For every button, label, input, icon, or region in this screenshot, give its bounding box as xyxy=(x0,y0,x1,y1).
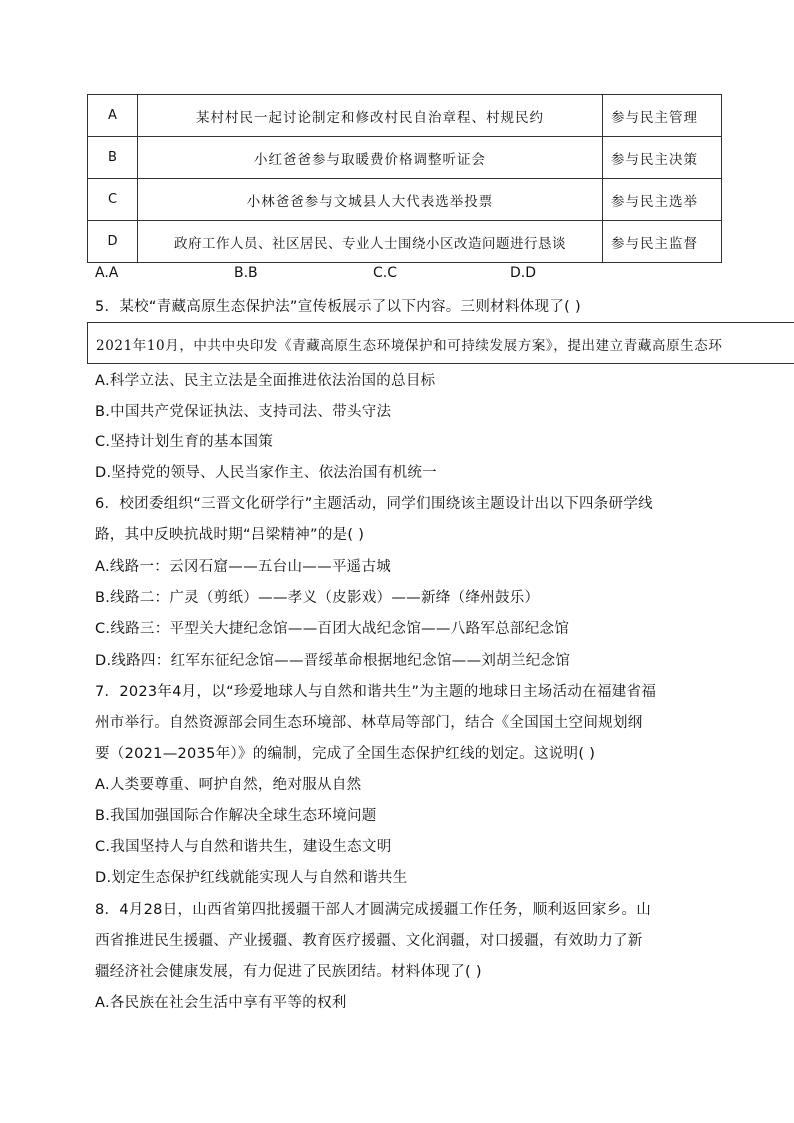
q5-stem: 5．某校“青藏高原生态保护法”宣传板展示了以下内容。三则材料体现了( ) xyxy=(95,299,581,315)
q5-option-d[interactable]: D.坚持党的领导、人民当家作主、依法治国有机统一 xyxy=(95,465,437,481)
answer-option-b[interactable]: B.B xyxy=(234,265,258,281)
q7-stem-line-1: 7．2023年4月，以“珍爱地球人与自然和谐共生”为主题的地球日主场活动在福建省福 xyxy=(95,684,657,700)
q6-stem-line-1: 6．校团委组织“三晋文化研学行”主题活动，同学们围绕该主题设计出以下四条研学线 xyxy=(95,496,653,512)
q6-option-d[interactable]: D.线路四：红军东征纪念馆——晋绥革命根据地纪念馆——刘胡兰纪念馆 xyxy=(95,653,571,669)
q5-material-box xyxy=(87,322,794,364)
row-description: 小林爸爸参与文城县人大代表选举投票 xyxy=(138,179,603,221)
row-type: 参与民主选举 xyxy=(603,179,722,221)
row-letter: D xyxy=(88,221,138,263)
row-description: 政府工作人员、社区居民、专业人士围绕小区改造问题进行恳谈 xyxy=(138,221,603,263)
row-letter: C xyxy=(88,179,138,221)
row-description: 某村村民一起讨论制定和修改村民自治章程、村规民约 xyxy=(138,95,603,137)
q7-stem-line-2: 州市举行。自然资源部会同生态环境部、林草局等部门，结合《全国国土空间规划纲 xyxy=(95,715,643,731)
q5-option-c[interactable]: C.坚持计划生育的基本国策 xyxy=(95,434,274,450)
row-letter: B xyxy=(88,137,138,179)
row-type: 参与民主决策 xyxy=(603,137,722,179)
q6-option-b[interactable]: B.线路二：广灵（剪纸）——孝义（皮影戏）——新绛（绛州鼓乐） xyxy=(95,590,540,606)
q7-option-d[interactable]: D.划定生态保护红线就能实现人与自然和谐共生 xyxy=(95,870,408,886)
answer-option-d[interactable]: D.D xyxy=(510,265,537,281)
q6-stem-line-2: 路，其中反映抗战时期“吕梁精神”的是( ) xyxy=(95,527,365,543)
q6-option-a[interactable]: A.线路一：云冈石窟——五台山——平遥古城 xyxy=(95,559,392,575)
q5-option-a[interactable]: A.科学立法、民主立法是全面推进依法治国的总目标 xyxy=(95,373,436,389)
q6-option-c[interactable]: C.线路三：平型关大捷纪念馆——百团大战纪念馆——八路军总部纪念馆 xyxy=(95,621,570,637)
table-row xyxy=(88,179,722,221)
row-letter: A xyxy=(88,95,138,137)
q7-option-b[interactable]: B.我国加强国际合作解决全球生态环境问题 xyxy=(95,808,377,824)
q8-option-a[interactable]: A.各民族在社会生活中享有平等的权利 xyxy=(95,995,347,1011)
q5-material-text: 2021年10月，中共中央印发《青藏高原生态环境保护和可持续发展方案》，提出建立青藏高原生态环 xyxy=(96,338,723,354)
row-type: 参与民主管理 xyxy=(603,95,722,137)
answer-option-a[interactable]: A.A xyxy=(95,265,119,281)
q8-stem-line-1: 8．4月28日，山西省第四批援疆干部人才圆满完成援疆工作任务，顺利返回家乡。山 xyxy=(95,902,652,918)
q7-option-c[interactable]: C.我国坚持人与自然和谐共生，建设生态文明 xyxy=(95,839,392,855)
q5-option-b[interactable]: B.中国共产党保证执法、支持司法、带头守法 xyxy=(95,404,392,420)
q7-option-a[interactable]: A.人类要尊重、呵护自然，绝对服从自然 xyxy=(95,777,362,793)
row-description: 小红爸爸参与取暖费价格调整听证会 xyxy=(138,137,603,179)
table-row xyxy=(88,137,722,179)
q8-stem-line-3: 疆经济社会健康发展，有力促进了民族团结。材料体现了( ) xyxy=(95,964,482,980)
answer-option-c[interactable]: C.C xyxy=(373,265,398,281)
row-type: 参与民主监督 xyxy=(603,221,722,263)
table-row xyxy=(88,95,722,137)
q7-stem-line-3: 要（2021—2035年）》的编制，完成了全国生态保护红线的划定。这说明( ) xyxy=(95,746,596,762)
q8-stem-line-2: 西省推进民生援疆、产业援疆、教育医疗援疆、文化润疆，对口援疆，有效助力了新 xyxy=(95,933,643,949)
table-row xyxy=(88,221,722,263)
q4-option-table xyxy=(87,94,722,263)
